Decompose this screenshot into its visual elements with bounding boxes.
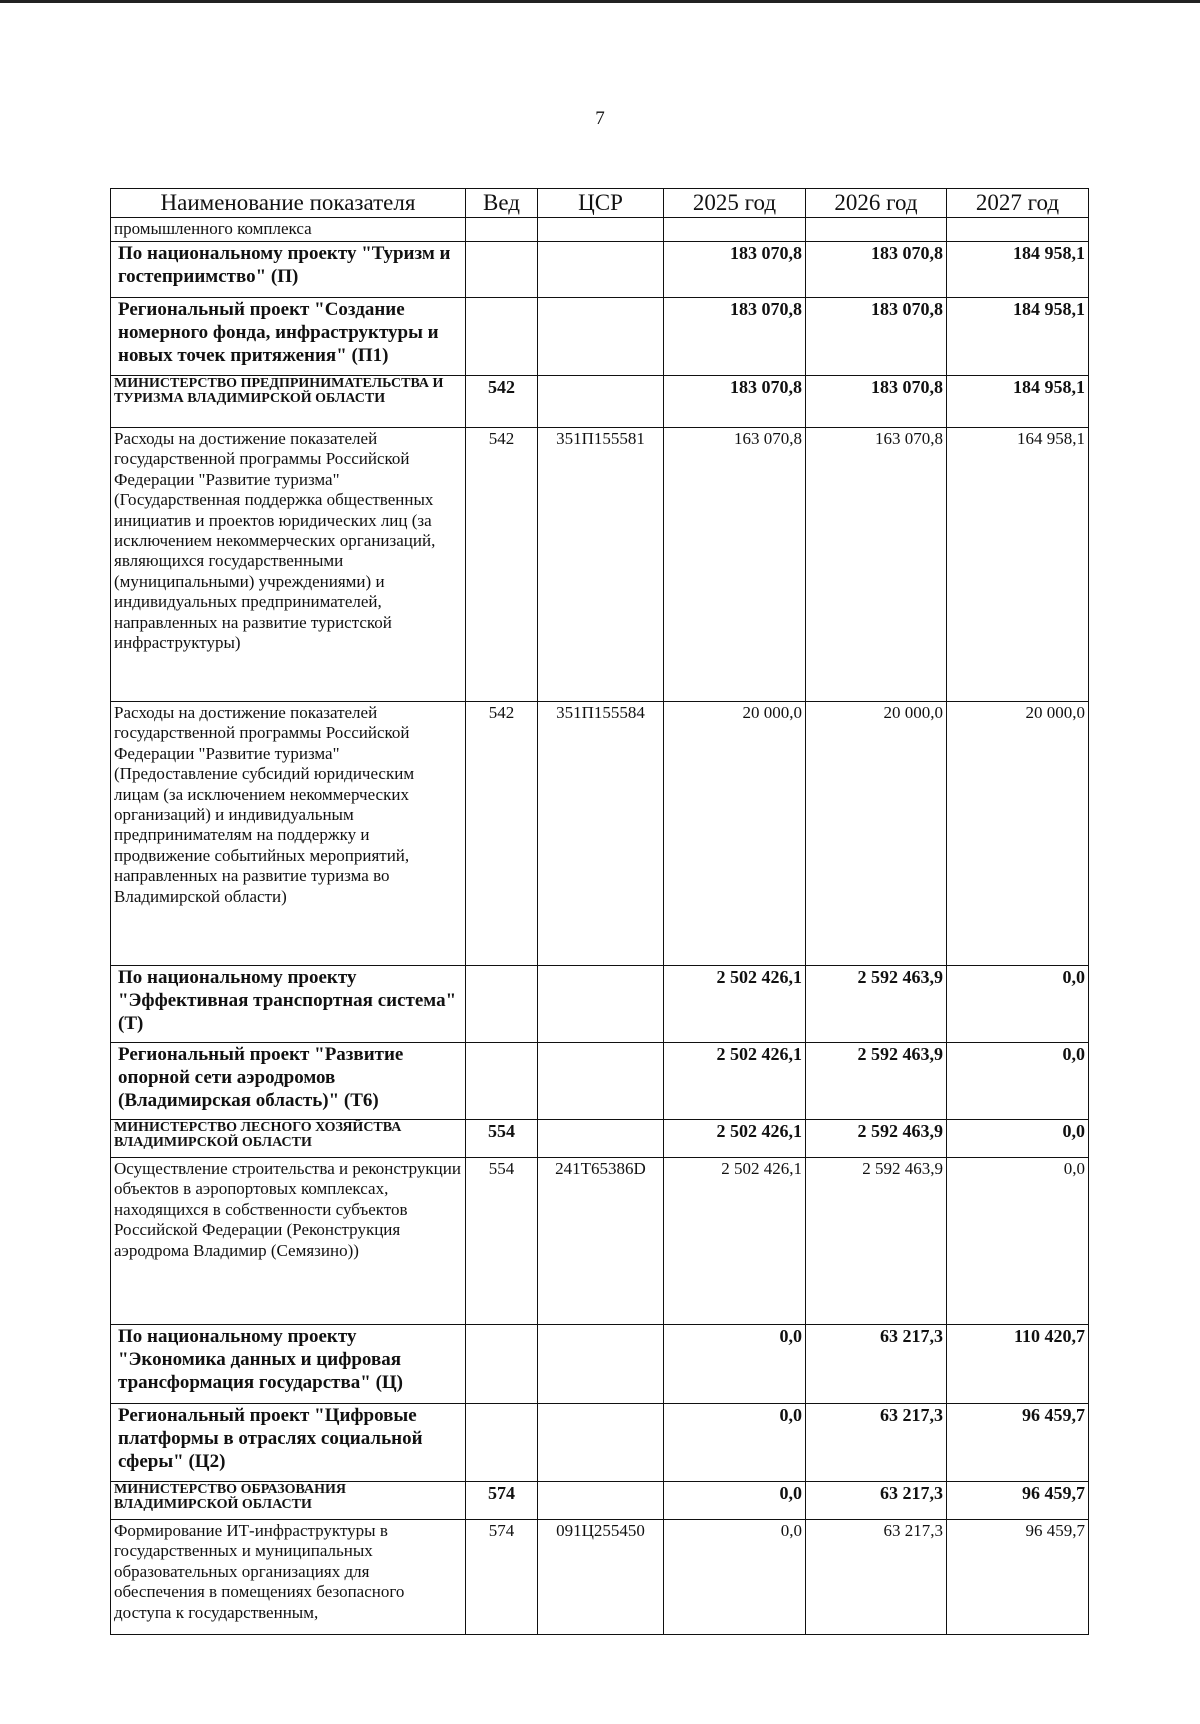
row-2027: 184 958,1: [947, 298, 1089, 376]
table-row: [111, 1325, 1089, 1404]
row-2027: 0,0: [947, 1158, 1089, 1325]
row-2027: 184 958,1: [947, 242, 1089, 298]
row-ved: 542: [466, 702, 538, 966]
row-2025: 183 070,8: [664, 376, 806, 428]
row-2027: 0,0: [947, 966, 1089, 1043]
table-row: [111, 298, 1089, 376]
top-border-line: [0, 0, 1200, 3]
row-csr: [538, 1404, 664, 1482]
header-ved: Вед: [466, 189, 538, 218]
row-csr: [538, 1482, 664, 1520]
row-ved: [466, 966, 538, 1043]
row-2026: 63 217,3: [806, 1325, 947, 1404]
row-csr: [538, 1325, 664, 1404]
row-ved: [466, 1404, 538, 1482]
row-2025: 0,0: [664, 1520, 806, 1635]
row-name: Расходы на достижение показателей государственной программы Российской Федерации "Развитие туризма" (Предоставление субсидий юридическим лицам (за исключением некоммерческих организаций) и индивидуальным предпринимателям на поддержку и продвижение событийных мероприятий, направленных на развитие туризма во Владимирской области): [111, 702, 466, 966]
row-2025: 183 070,8: [664, 298, 806, 376]
row-2026: 183 070,8: [806, 298, 947, 376]
table-row: [111, 1404, 1089, 1482]
row-2026: 63 217,3: [806, 1404, 947, 1482]
row-ved: [466, 1325, 538, 1404]
row-2027: 110 420,7: [947, 1325, 1089, 1404]
row-ved: 542: [466, 376, 538, 428]
budget-table: [110, 188, 1089, 1635]
header-2026: 2026 год: [806, 189, 947, 218]
row-name: Формирование ИТ-инфраструктуры в государственных и муниципальных образовательных организациях для обеспечения в помещениях безопасного доступа к государственным,: [111, 1520, 466, 1635]
row-name: МИНИСТЕРСТВО ПРЕДПРИНИМАТЕЛЬСТВА И ТУРИЗМА ВЛАДИМИРСКОЙ ОБЛАСТИ: [111, 376, 466, 428]
header-csr: ЦСР: [538, 189, 664, 218]
row-name: МИНИСТЕРСТВО ЛЕСНОГО ХОЗЯЙСТВА ВЛАДИМИРСКОЙ ОБЛАСТИ: [111, 1120, 466, 1158]
row-csr: [538, 966, 664, 1043]
row-csr: 241Т65386D: [538, 1158, 664, 1325]
row-ved: 554: [466, 1120, 538, 1158]
row-2027: [947, 218, 1089, 242]
row-csr: [538, 1043, 664, 1120]
table-row: [111, 376, 1089, 428]
row-ved: 574: [466, 1482, 538, 1520]
table-row: [111, 1520, 1089, 1635]
row-2027: 164 958,1: [947, 428, 1089, 702]
table-row: [111, 242, 1089, 298]
row-name: По национальному проекту "Туризм и гостеприимство" (П): [111, 242, 466, 298]
row-csr: 091Ц255450: [538, 1520, 664, 1635]
row-csr: [538, 1120, 664, 1158]
row-2026: 20 000,0: [806, 702, 947, 966]
table-row: [111, 966, 1089, 1043]
row-2025: 2 502 426,1: [664, 1158, 806, 1325]
table-row: [111, 1120, 1089, 1158]
row-2027: 0,0: [947, 1043, 1089, 1120]
row-name: Региональный проект "Развитие опорной сети аэродромов (Владимирская область)" (Т6): [111, 1043, 466, 1120]
row-2026: 63 217,3: [806, 1520, 947, 1635]
row-ved: [466, 242, 538, 298]
row-2026: 163 070,8: [806, 428, 947, 702]
row-2025: 20 000,0: [664, 702, 806, 966]
table-row: [111, 218, 1089, 242]
row-ved: [466, 218, 538, 242]
row-csr: 351П155581: [538, 428, 664, 702]
row-csr: [538, 298, 664, 376]
row-name: Региональный проект "Создание номерного фонда, инфраструктуры и новых точек притяжения" (П1): [111, 298, 466, 376]
row-name: промышленного комплекса: [111, 218, 466, 242]
row-ved: 574: [466, 1520, 538, 1635]
row-2027: 96 459,7: [947, 1482, 1089, 1520]
row-2025: 2 502 426,1: [664, 1043, 806, 1120]
row-2026: 183 070,8: [806, 376, 947, 428]
row-name: Региональный проект "Цифровые платформы в отраслях социальной сферы" (Ц2): [111, 1404, 466, 1482]
row-name: По национальному проекту "Экономика данных и цифровая трансформация государства" (Ц): [111, 1325, 466, 1404]
row-csr: [538, 242, 664, 298]
row-2027: 0,0: [947, 1120, 1089, 1158]
row-2025: [664, 218, 806, 242]
row-2026: 183 070,8: [806, 242, 947, 298]
row-csr: 351П155584: [538, 702, 664, 966]
row-2025: 0,0: [664, 1404, 806, 1482]
table-row: [111, 702, 1089, 966]
row-2027: 96 459,7: [947, 1404, 1089, 1482]
page-number: 7: [595, 108, 605, 129]
row-name: Осуществление строительства и реконструкции объектов в аэропортовых комплексах, находящихся в собственности субъектов Российской Федерации (Реконструкция аэродрома Владимир (Семязино)): [111, 1158, 466, 1325]
table-row: [111, 428, 1089, 702]
row-csr: [538, 376, 664, 428]
row-csr: [538, 218, 664, 242]
table-header-row: [111, 189, 1089, 218]
row-ved: 554: [466, 1158, 538, 1325]
row-ved: 542: [466, 428, 538, 702]
row-2026: [806, 218, 947, 242]
table-row: [111, 1043, 1089, 1120]
row-2027: 184 958,1: [947, 376, 1089, 428]
row-2025: 183 070,8: [664, 242, 806, 298]
row-2025: 2 502 426,1: [664, 1120, 806, 1158]
table-row: [111, 1158, 1089, 1325]
row-2026: 2 592 463,9: [806, 1158, 947, 1325]
row-name: По национальному проекту "Эффективная транспортная система" (Т): [111, 966, 466, 1043]
header-2025: 2025 год: [664, 189, 806, 218]
header-2027: 2027 год: [947, 189, 1089, 218]
row-2025: 2 502 426,1: [664, 966, 806, 1043]
table-row: [111, 1482, 1089, 1520]
row-2025: 0,0: [664, 1325, 806, 1404]
row-2027: 96 459,7: [947, 1520, 1089, 1635]
row-2025: 0,0: [664, 1482, 806, 1520]
row-name: МИНИСТЕРСТВО ОБРАЗОВАНИЯ ВЛАДИМИРСКОЙ ОБЛАСТИ: [111, 1482, 466, 1520]
row-2026: 63 217,3: [806, 1482, 947, 1520]
row-2025: 163 070,8: [664, 428, 806, 702]
row-2027: 20 000,0: [947, 702, 1089, 966]
row-2026: 2 592 463,9: [806, 1043, 947, 1120]
row-name: Расходы на достижение показателей государственной программы Российской Федерации "Развитие туризма" (Государственная поддержка общественных инициатив и проектов юридических лиц (за исключением некоммерческих организаций, являющихся государственными (муниципальными) учреждениями) и индивидуальных предпринимателей, направленных на развитие туристской инфраструктуры): [111, 428, 466, 702]
row-ved: [466, 298, 538, 376]
row-2026: 2 592 463,9: [806, 966, 947, 1043]
row-ved: [466, 1043, 538, 1120]
row-2026: 2 592 463,9: [806, 1120, 947, 1158]
header-name: Наименование показателя: [111, 189, 466, 218]
